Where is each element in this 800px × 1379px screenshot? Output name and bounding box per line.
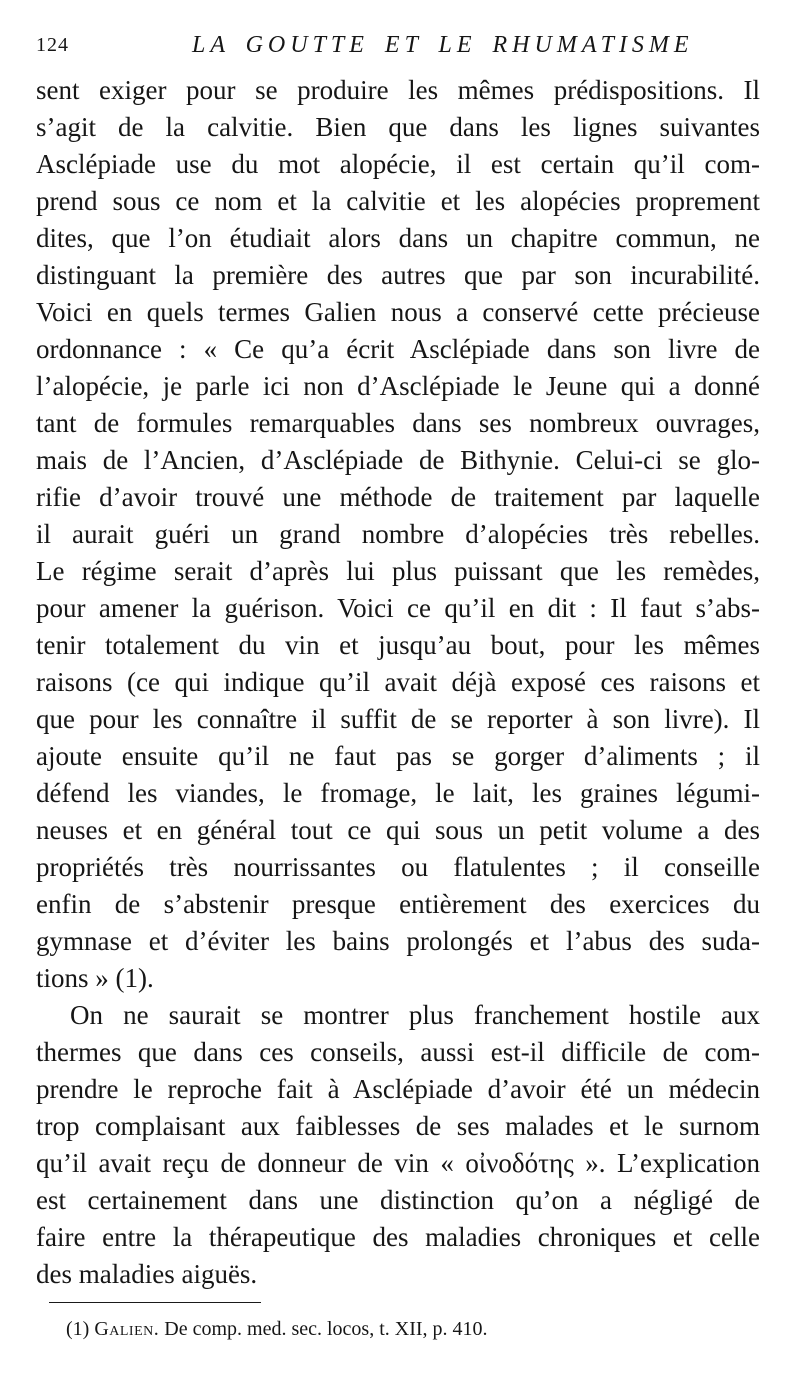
text-line: tant de formules remarquables dans ses nombreux ouvrages, [36,408,760,438]
running-title: LA GOUTTE ET LE RHUMATISME [192,32,694,58]
text-line: pour amener la guérison. Voici ce qu’il en dit : Il faut s’abs- [36,593,760,623]
text-line: est certainement dans une distinction qu’on a négligé de [36,1185,760,1215]
text-line: ordonnance : « Ce qu’a écrit Asclépiade dans son livre de [36,334,760,364]
text-line: mais de l’Ancien, d’Asclépiade de Bithynie. Celui-ci se glo- [36,445,760,475]
text-line: raisons (ce qui indique qu’il avait déjà exposé ces raisons et [36,667,760,697]
text-line: gymnase et d’éviter les bains prolongés et l’abus des suda- [36,926,760,956]
text-line: sent exiger pour se produire les mêmes prédispositions. Il [36,75,760,105]
running-head [36,30,764,58]
text-line: prend sous ce nom et la calvitie et les alopécies proprement [36,186,760,216]
text-line: propriétés très nourrissantes ou flatulentes ; il conseille [36,852,760,882]
text-line: thermes que dans ces conseils, aussi est-il difficile de com- [36,1037,760,1067]
footnote-text: De comp. med. sec. locos, t. XII, p. 410. [164,1318,488,1340]
footnote-rule [49,1302,261,1303]
text-line: Le régime serait d’après lui plus puissant que les remèdes, [36,556,760,586]
text-line: que pour les connaître il suffit de se reporter à son livre). Il [36,704,760,734]
body-text [36,72,760,1293]
text-line: distinguant la première des autres que par son incurabilité. [36,260,760,290]
text-line: tenir totalement du vin et jusqu’au bout, pour les mêmes [36,630,760,660]
paragraph [36,72,760,997]
footnote [66,1318,488,1341]
text-line: trop complaisant aux faiblesses de ses malades et le surnom [36,1111,760,1141]
text-line: neuses et en général tout ce qui sous un petit volume a des [36,815,760,845]
text-line: rifie d’avoir trouvé une méthode de traitement par laquelle [36,482,760,512]
text-line: s’agit de la calvitie. Bien que dans les lignes suivantes [36,112,760,142]
text-line: On ne saurait se montrer plus franchement hostile aux [70,1000,760,1030]
text-line: Voici en quels termes Galien nous a conservé cette précieuse [36,297,760,327]
text-line: qu’il avait reçu de donneur de vin « οἰνοδότης ». L’explication [36,1148,760,1178]
footnote-author: Galien. [94,1318,160,1340]
text-line: ajoute ensuite qu’il ne faut pas se gorger d’aliments ; il [36,741,760,771]
page-number: 124 [36,34,69,56]
footnote-marker: (1) [66,1318,90,1340]
text-line: défend les viandes, le fromage, le lait, les graines légumi- [36,778,760,808]
paragraph [36,997,760,1293]
text-line: tions » (1). [36,963,154,993]
text-line: Asclépiade use du mot alopécie, il est certain qu’il com- [36,149,760,179]
text-line: prendre le reproche fait à Asclépiade d’avoir été un médecin [36,1074,760,1104]
text-line: il aurait guéri un grand nombre d’alopécies très rebelles. [36,519,760,549]
text-line: des maladies aiguës. [36,1259,258,1289]
text-line: faire entre la thérapeutique des maladies chroniques et celle [36,1222,760,1252]
text-line: dites, que l’on étudiait alors dans un chapitre commun, ne [36,223,760,253]
text-line: enfin de s’abstenir presque entièrement des exercices du [36,889,760,919]
text-line: l’alopécie, je parle ici non d’Asclépiade le Jeune qui a donné [36,371,760,401]
